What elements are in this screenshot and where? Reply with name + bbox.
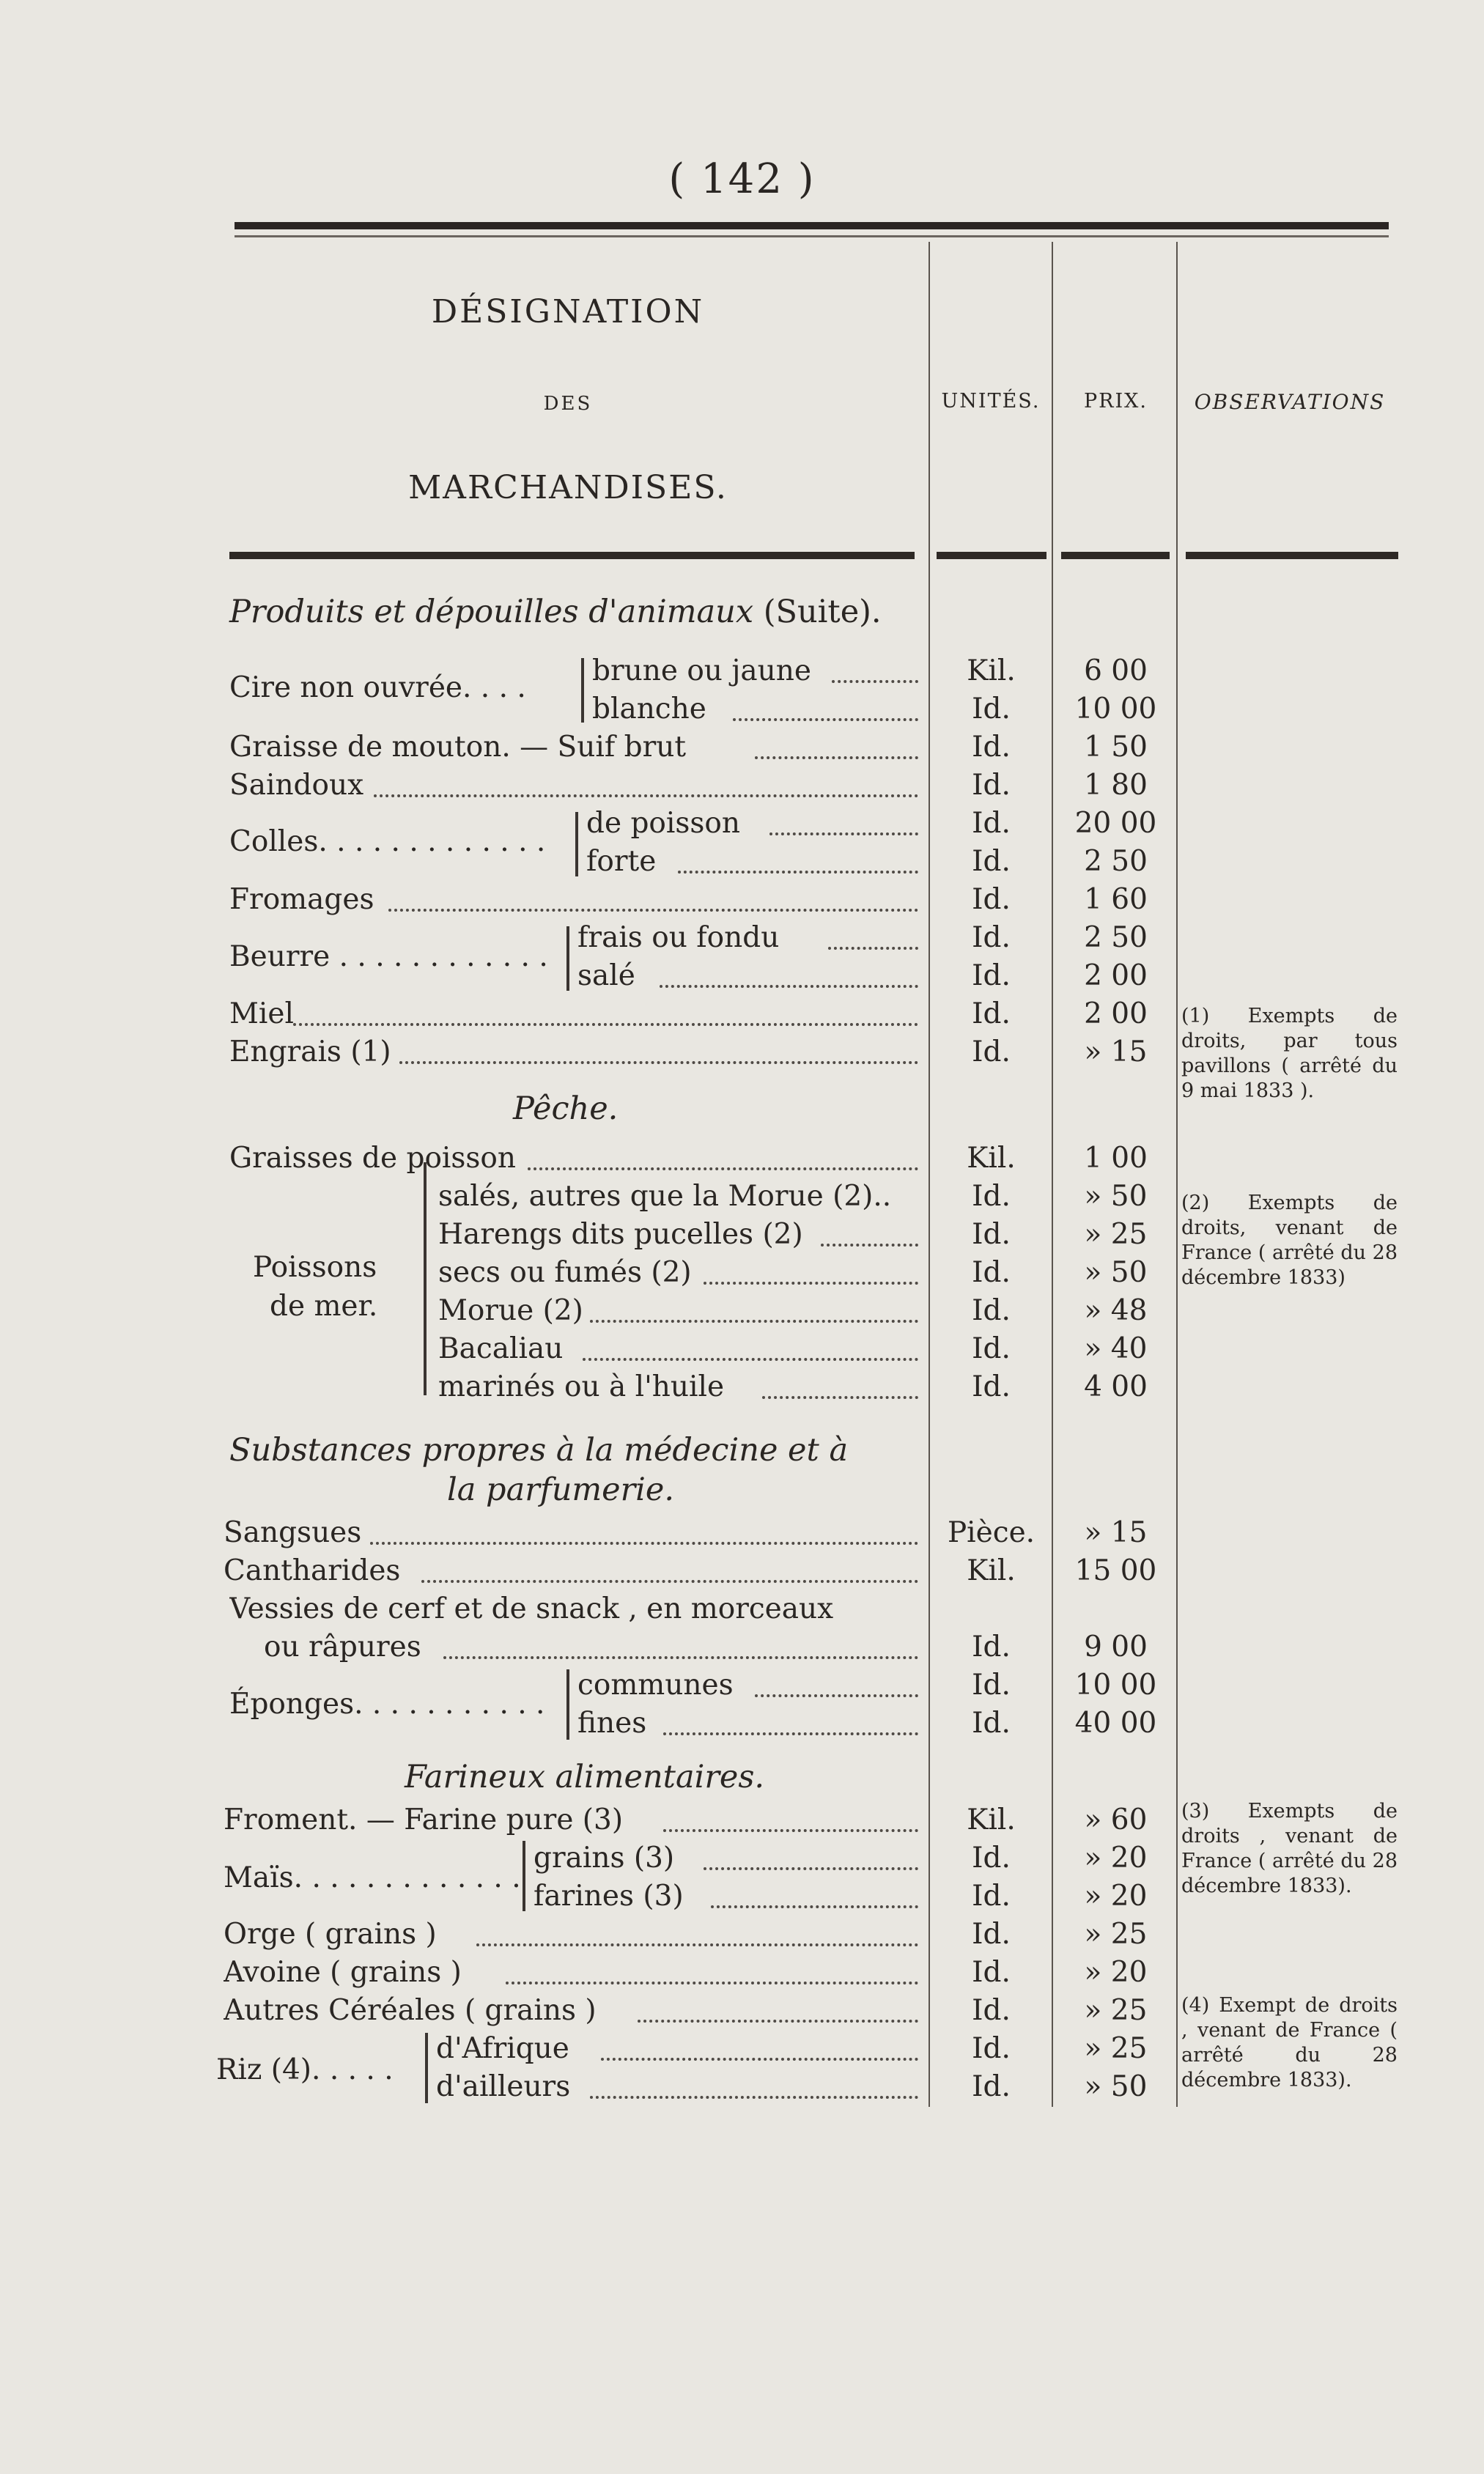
item-label: Fromages	[229, 883, 374, 916]
group-eponges: Éponges. . . . . . . . . . .	[229, 1688, 545, 1721]
item-unit: Id.	[972, 1669, 1011, 1702]
item-unit: Id.	[972, 1956, 1011, 1989]
header-rule-price	[1061, 552, 1170, 559]
item-price: 10 00	[1074, 1669, 1157, 1702]
table-row	[0, 690, 1484, 728]
item-unit: Pièce.	[947, 1516, 1036, 1549]
note-2: (2) Exempts de droits, venant de France ( arrêté du 28 décembre 1833)	[1181, 1192, 1398, 1289]
item-unit: Id.	[972, 1180, 1011, 1213]
note-3: (3) Exempts de droits , venant de France ( arrêté du 28 décembre 1833).	[1181, 1800, 1398, 1897]
header-rule-designation	[229, 552, 915, 559]
item-label: Froment. — Farine pure (3)	[224, 1803, 624, 1836]
leader-dots	[755, 721, 918, 759]
leader-dots	[663, 1697, 918, 1735]
header-rule-observations	[1186, 552, 1398, 559]
item-price: » 50	[1084, 1256, 1148, 1289]
table-row	[0, 1705, 1484, 1743]
item-label: blanche	[592, 693, 706, 725]
leader-dots	[443, 1621, 918, 1659]
item-label: Bacaliau	[438, 1332, 564, 1365]
group-cire: Cire non ouvrée. . . .	[229, 671, 526, 704]
item-unit: Id.	[972, 1994, 1011, 2027]
item-price: » 48	[1084, 1294, 1148, 1327]
section-peche: Pêche.	[513, 1090, 619, 1127]
header-marchandises: MARCHANDISES.	[408, 469, 728, 506]
item-label: marinés ou à l'huile	[438, 1370, 725, 1403]
leader-dots	[663, 1794, 918, 1832]
table-row	[0, 881, 1484, 919]
group-poissons-line1: Poissons	[253, 1251, 377, 1284]
item-label: Avoine ( grains )	[224, 1956, 462, 1989]
item-label: grains (3)	[534, 1842, 675, 1875]
item-unit: Id.	[972, 997, 1011, 1030]
item-price: 2 50	[1084, 921, 1148, 954]
item-label: Miel	[229, 997, 294, 1030]
table-row	[0, 1330, 1484, 1368]
item-price: » 25	[1084, 1994, 1148, 2027]
item-unit: Id.	[972, 1332, 1011, 1365]
leader-dots	[421, 1545, 918, 1583]
leader-dots	[528, 1132, 918, 1170]
header-des: DES	[543, 393, 593, 415]
item-price: » 25	[1084, 1918, 1148, 1951]
item-unit: Id.	[972, 1035, 1011, 1068]
header-unites: UNITÉS.	[941, 390, 1041, 413]
leader-dots	[638, 1984, 918, 2023]
leader-dots	[762, 1361, 918, 1399]
item-price: 9 00	[1084, 1631, 1148, 1664]
leader-dots	[590, 2061, 918, 2099]
leader-dots	[374, 759, 918, 797]
item-label: secs ou fumés (2)	[438, 1256, 692, 1289]
item-price: 2 00	[1084, 959, 1148, 992]
leader-dots	[583, 1323, 918, 1361]
leader-dots	[388, 874, 918, 912]
item-unit: Id.	[972, 921, 1011, 954]
item-price: » 20	[1084, 1880, 1148, 1913]
item-label: Engrais (1)	[229, 1035, 391, 1068]
item-price: » 25	[1084, 1218, 1148, 1251]
item-price: 40 00	[1074, 1707, 1157, 1740]
section-farineux: Farineux alimentaires.	[405, 1759, 765, 1795]
item-unit: Id.	[972, 1918, 1011, 1951]
item-unit: Kil.	[967, 654, 1016, 687]
header-rule-units	[937, 552, 1046, 559]
item-price: 2 00	[1084, 997, 1148, 1030]
item-price: » 40	[1084, 1332, 1148, 1365]
item-label: d'ailleurs	[436, 2070, 571, 2103]
leader-dots	[399, 1026, 918, 1064]
leader-dots	[704, 1832, 918, 1870]
item-unit: Id.	[972, 1880, 1011, 1913]
section-medecine-line2: la parfumerie.	[447, 1472, 675, 1508]
item-unit: Id.	[972, 693, 1011, 725]
leader-dots	[370, 1507, 918, 1545]
section-animal-products: Produits et dépouilles d'animaux (Suite).	[229, 594, 882, 630]
leader-dots	[506, 1946, 918, 1984]
leader-dots	[678, 835, 918, 874]
item-unit: Id.	[972, 1256, 1011, 1289]
item-label: brune ou jaune	[592, 654, 811, 687]
item-label: Morue (2)	[438, 1294, 583, 1327]
item-label: fines	[577, 1707, 647, 1740]
item-price: » 15	[1084, 1035, 1148, 1068]
item-price: » 20	[1084, 1956, 1148, 1989]
top-rule-thin	[235, 235, 1389, 237]
top-rule	[235, 222, 1389, 229]
item-unit: Kil.	[967, 1142, 1016, 1175]
table-row	[0, 1368, 1484, 1406]
item-price: » 15	[1084, 1516, 1148, 1549]
item-label: Cantharides	[224, 1554, 401, 1587]
item-label: Saindoux	[229, 769, 364, 802]
item-price: » 20	[1084, 1842, 1148, 1875]
item-unit: Id.	[972, 731, 1011, 764]
item-price: 4 00	[1084, 1370, 1148, 1403]
item-price: » 50	[1084, 1180, 1148, 1213]
item-unit: Id.	[972, 1218, 1011, 1251]
item-label: Graisses de poisson	[229, 1142, 517, 1175]
group-riz: Riz (4). . . . .	[216, 2053, 394, 2086]
group-beurre: Beurre . . . . . . . . . . . .	[229, 940, 548, 973]
item-unit: Kil.	[967, 1803, 1016, 1836]
section-medecine-line1: Substances propres à la médecine et à	[229, 1432, 849, 1469]
item-label: ou râpures	[264, 1631, 421, 1664]
item-label: Harengs dits pucelles (2)	[438, 1218, 803, 1251]
page-number: ( 142 )	[668, 155, 816, 203]
item-label: farines (3)	[534, 1880, 684, 1913]
item-unit: Id.	[972, 845, 1011, 878]
item-unit: Id.	[972, 1631, 1011, 1664]
item-label: Vessies de cerf et de snack , en morceaux	[229, 1592, 834, 1625]
item-label: Sangsues	[224, 1516, 362, 1549]
item-price: » 50	[1084, 2070, 1148, 2103]
item-unit: Id.	[972, 1707, 1011, 1740]
leader-dots	[769, 797, 918, 835]
item-price: 2 50	[1084, 845, 1148, 878]
item-price: 1 00	[1084, 1142, 1148, 1175]
leader-dots	[828, 912, 918, 950]
item-label: Orge ( grains )	[224, 1918, 437, 1951]
leader-dots	[660, 950, 918, 988]
item-unit: Kil.	[967, 1554, 1016, 1587]
item-label: de poisson	[586, 807, 740, 840]
note-4: (4) Exempt de droits , venant de France ( arrêté du 28 décembre 1833).	[1181, 1994, 1398, 2091]
item-price: 1 50	[1084, 731, 1148, 764]
item-price: 6 00	[1084, 654, 1148, 687]
leader-dots	[293, 988, 918, 1026]
leader-dots	[704, 1247, 918, 1285]
item-label: frais ou fondu	[577, 921, 780, 954]
item-label: salés, autres que la Morue (2)..	[438, 1180, 892, 1213]
item-price: 1 60	[1084, 883, 1148, 916]
header-observations: OBSERVATIONS	[1194, 390, 1386, 414]
table-row	[0, 1140, 1484, 1178]
item-unit: Id.	[972, 807, 1011, 840]
header-designation: DÉSIGNATION	[431, 293, 705, 331]
item-label: salé	[577, 959, 635, 992]
item-unit: Id.	[972, 769, 1011, 802]
item-unit: Id.	[972, 2032, 1011, 2065]
leader-dots	[590, 1285, 918, 1323]
item-label: forte	[586, 845, 657, 878]
group-poissons-line2: de mer.	[270, 1290, 378, 1323]
table-row	[0, 767, 1484, 805]
item-label: d'Afrique	[436, 2032, 569, 2065]
leader-dots	[821, 1208, 918, 1247]
table-row	[0, 1552, 1484, 1590]
item-price: » 60	[1084, 1803, 1148, 1836]
item-label: Graisse de mouton. — Suif brut	[229, 731, 687, 764]
group-colles: Colles. . . . . . . . . . . . .	[229, 825, 546, 858]
table-row	[0, 1628, 1484, 1666]
leader-dots	[733, 683, 918, 721]
item-unit: Id.	[972, 2070, 1011, 2103]
leader-dots	[755, 1659, 918, 1697]
group-mais: Maïs. . . . . . . . . . . . .	[224, 1861, 521, 1894]
item-price: 10 00	[1074, 693, 1157, 725]
leader-dots	[832, 645, 918, 683]
item-unit: Id.	[972, 959, 1011, 992]
item-unit: Id.	[972, 1370, 1011, 1403]
note-1: (1) Exempts de droits, par tous pavillons ( arrêté du 9 mai 1833 ).	[1181, 1005, 1398, 1102]
item-price: 20 00	[1074, 807, 1157, 840]
item-unit: Id.	[972, 883, 1011, 916]
item-label: communes	[577, 1669, 734, 1702]
leader-dots	[476, 1908, 918, 1946]
item-label: Autres Céréales ( grains )	[224, 1994, 597, 2027]
item-price: » 25	[1084, 2032, 1148, 2065]
item-unit: Id.	[972, 1842, 1011, 1875]
item-price: 15 00	[1074, 1554, 1157, 1587]
item-unit: Id.	[972, 1294, 1011, 1327]
header-prix: PRIX.	[1084, 390, 1148, 413]
leader-dots	[601, 2023, 918, 2061]
leader-dots	[711, 1870, 918, 1908]
item-price: 1 80	[1084, 769, 1148, 802]
